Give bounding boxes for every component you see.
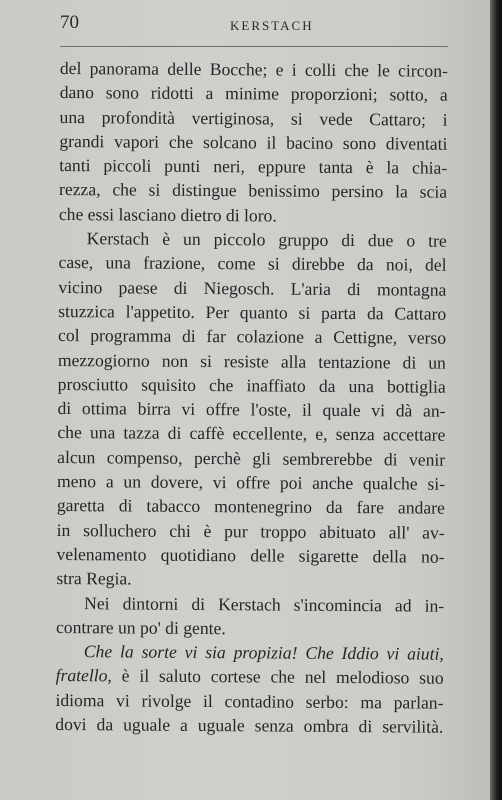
text-line: prosciutto squisito che inaffiato da una bottiglia	[57, 373, 446, 397]
text-line: contrare un po' di gente.	[55, 616, 226, 638]
text-line: Nei dintorni di Kerstach s'incomincia ad in-	[84, 592, 445, 616]
text-line: Kerstach è un piccolo gruppo di due o tre	[86, 228, 447, 251]
text-line	[56, 639, 444, 666]
text-line: alcun compenso, perchè gli sembrerebbe di venir	[57, 446, 446, 470]
page-header	[60, 12, 448, 42]
book-spine-shadow	[490, 0, 502, 800]
text-line: case, una frazione, come si direbbe da noi, del	[58, 252, 447, 276]
text-line: dano sono ridotti a minime proporzioni; sotto, a	[59, 82, 448, 106]
text-line: grandi vapori che solcano il bacino sono diventati	[59, 130, 448, 154]
text-line: in solluchero chi è pur troppo abituato all' av-	[56, 519, 445, 543]
text-line: stra Regia.	[56, 568, 132, 589]
text-line: stuzzica l'appetito. Per quanto si parta da Cattaro	[58, 300, 447, 324]
text-line: garetta di tabacco montenegrino da fare andare	[56, 495, 445, 519]
text-line: col programma di far colazione a Cettigne, verso	[57, 325, 447, 348]
text-line: una profondità vertiginosa, si vede Cattaro; i	[59, 106, 448, 130]
text-line: vicino paese di Niegosch. L'aria di montagna	[58, 276, 447, 300]
italic-fratello: fratello,	[55, 665, 112, 686]
header-rule	[60, 46, 448, 47]
text-line: che una tazza di caffè eccellente, e, senza accettare	[57, 422, 446, 446]
text-span: è il saluto cortese che nel melodioso suo	[111, 665, 444, 689]
text-line: di ottima birra vi offre l'oste, il quale vi dà an-	[57, 398, 446, 421]
text-line: del panorama delle Bocche; e i colli che le circon-	[59, 57, 448, 81]
paragraph-2	[56, 226, 447, 593]
text-line: meno a un dovere, vi offre poi anche qualche si-	[56, 471, 446, 494]
paragraph-1	[59, 56, 448, 229]
text-line: dovi da uguale a uguale senza ombra di servilità.	[55, 713, 444, 737]
text-line: mezzogiorno non si resiste alla tentazione di un	[57, 349, 446, 373]
paragraph-3	[56, 591, 444, 642]
text-line: tanti piccoli punti neri, eppure tanta è la chia-	[59, 155, 448, 178]
page-number: 70	[60, 12, 79, 33]
text-line: rezza, che si distingue benissimo persino la scia	[58, 179, 448, 203]
running-head: KERSTACH	[230, 18, 314, 33]
text-line: che essi lasciano dietro di loro.	[58, 203, 277, 226]
body-text	[55, 56, 448, 739]
text-line: velenamento quotidiano delle sigarette della no-	[56, 543, 445, 567]
text-line	[56, 663, 444, 690]
paragraph-4	[55, 639, 444, 739]
italic-greeting: Che la sorte vi sia propizia! Che Iddio vi aiuti,	[83, 641, 444, 664]
text-line: idioma vi rivolge il contadino serbo: ma parlan-	[55, 689, 444, 713]
